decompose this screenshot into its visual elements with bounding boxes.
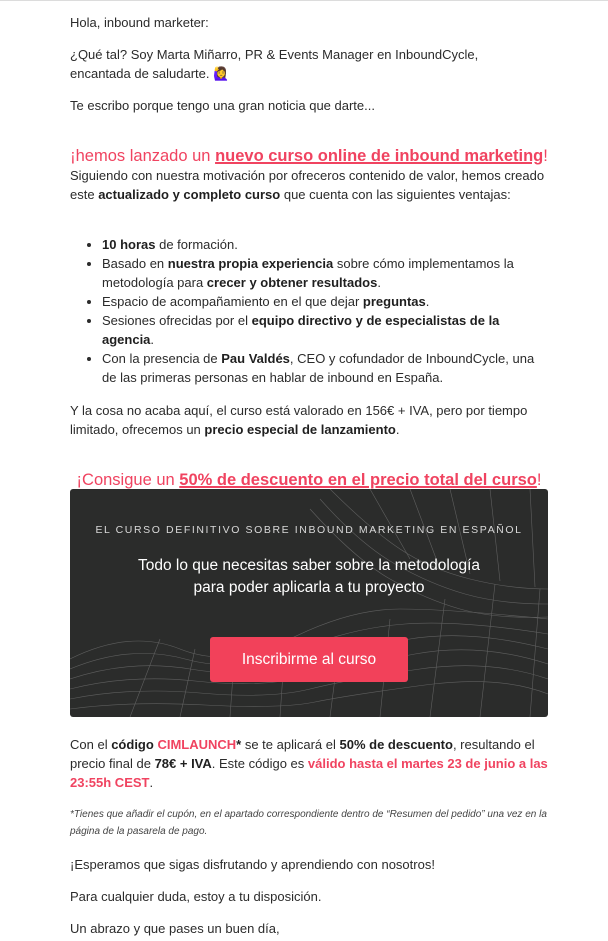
course-text-c: que cuenta con las siguientes ventajas:: [280, 187, 511, 202]
discount-link[interactable]: 50% de descuento en el precio total del curso: [179, 470, 537, 489]
course-text-bold: actualizado y completo curso: [98, 187, 281, 202]
enroll-course-button[interactable]: Inscribirme al curso: [210, 637, 408, 682]
code-paragraph: Con el código CIMLAUNCH* se te aplicará el 50% de descuento, resultando el precio final de 78€ + IVA. Este código es válido hasta el martes 23 de junio a las 23:55h CEST.: [70, 737, 548, 790]
validity-date: válido hasta el martes 23 de junio a las 23:55h CEST: [70, 756, 548, 790]
list-item: • Basado en nuestra propia experiencia sobre cómo implementamos la metodología para crecer y obtener resultados.: [102, 254, 550, 292]
headline-prefix: ¡Consigue un: [76, 470, 180, 489]
course-paragraph: [70, 166, 550, 204]
closing-line-1: ¡Esperamos que sigas disfrutando y aprendiendo con nosotros!: [70, 857, 435, 872]
intro-line-1: ¿Qué tal? Soy Marta Miñarro, PR & Events Manager en InboundCycle,: [70, 47, 479, 62]
closing-line-3: Un abrazo y que pases un buen día,: [70, 921, 280, 936]
coupon-code: CIMLAUNCH: [157, 737, 237, 752]
launch-price-label: precio especial de lanzamiento: [204, 422, 396, 437]
banner-tagline: Todo lo que necesitas saber sobre la metodología para poder aplicarla a tu proyecto: [137, 557, 481, 596]
news-line: Te escribo porque tengo una gran noticia que darte...: [70, 98, 375, 113]
headline-suffix: !: [536, 470, 542, 489]
course-banner: [70, 489, 548, 717]
list-item: • Espacio de acompañamiento en el que dejar preguntas.: [102, 292, 550, 311]
greeting: Hola, inbound marketer:: [70, 15, 209, 30]
raising-hand-emoji-icon: 🙋‍♀️: [213, 66, 230, 81]
list-item: • Sesiones ofrecidas por el equipo directivo y de especialistas de la agencia.: [102, 311, 550, 349]
final-price: 78€ + IVA: [154, 756, 212, 771]
benefits-list: [70, 235, 550, 387]
headline-suffix: !: [543, 146, 548, 165]
banner-kicker: EL CURSO DEFINITIVO SOBRE INBOUND MARKETING EN ESPAÑOL: [95, 524, 523, 536]
price-paragraph: Y la cosa no acaba aquí, el curso está valorado en 156€ + IVA, pero por tiempo limitado, ofrecemos un precio especial de lanzamiento.: [70, 403, 528, 437]
intro-paragraph: [70, 45, 550, 83]
list-item: • Con la presencia de Pau Valdés, CEO y cofundador de InboundCycle, una de las primeras personas en hablar de inbound en España.: [102, 349, 550, 387]
intro-line-2: encantada de saludarte.: [70, 66, 210, 81]
list-item: • 10 horas de formación.: [102, 235, 550, 254]
headline-prefix: ¡hemos lanzado un: [70, 146, 216, 165]
coupon-footnote: *Tienes que añadir el cupón, en el apartado correspondiente dentro de “Resumen del pedido” una vez en la página de la pasarela de pago.: [70, 809, 547, 837]
closing-line-2: Para cualquier duda, estoy a tu disposición.: [70, 889, 322, 904]
headline-discount: [70, 469, 548, 491]
course-link[interactable]: nuevo curso online de inbound marketing: [215, 146, 544, 165]
email-body: [0, 1, 608, 941]
course-text-a: Siguiendo con nuestra motivación por ofreceros contenido de valor, hemos creado este: [70, 168, 545, 202]
headline-course-launch: [70, 145, 548, 167]
